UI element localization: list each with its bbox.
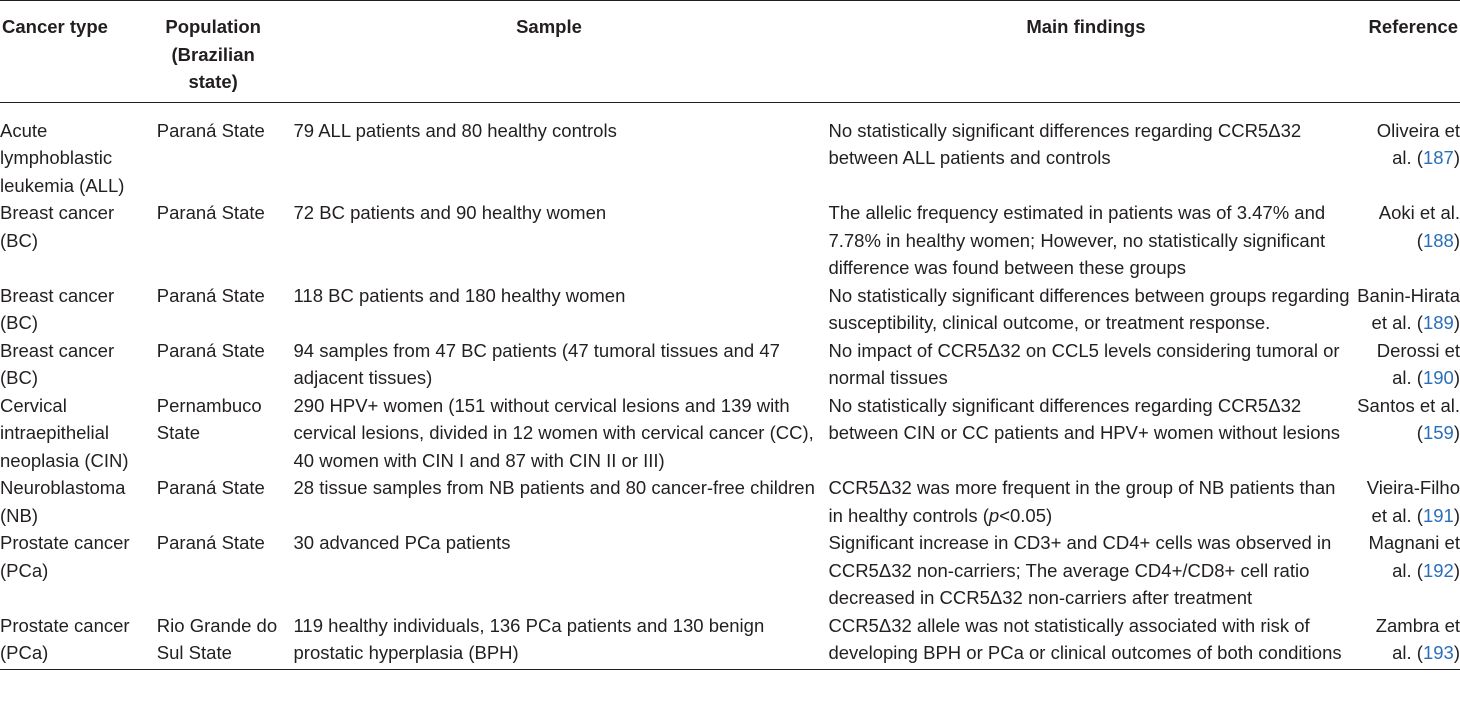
reference-link[interactable]: 193 bbox=[1422, 642, 1454, 663]
p-value-symbol: p bbox=[988, 504, 1000, 526]
cell-cancer-type: Breast cancer (BC) bbox=[0, 284, 115, 333]
table-row bbox=[0, 282, 1460, 337]
header-cancer-type: Cancer type bbox=[0, 1, 147, 103]
header-population: Population (Brazilian state) bbox=[147, 1, 280, 103]
cell-population: Paraná State bbox=[156, 284, 265, 306]
findings-text: CCR5Δ32 was more frequent in the group of NB patients than in healthy controls ( bbox=[828, 477, 1336, 526]
header-sample: Sample bbox=[280, 1, 819, 103]
cell-cancer-type: Prostate cancer (PCa) bbox=[0, 614, 130, 663]
cell-sample: 94 samples from 47 BC patients (47 tumoral tissues and 47 adjacent tissues) bbox=[293, 339, 780, 388]
cell-sample: 30 advanced PCa patients bbox=[293, 532, 511, 553]
cell-population: Paraná State bbox=[156, 477, 265, 498]
reference-link[interactable]: 188 bbox=[1422, 229, 1454, 251]
cell-population: Paraná State bbox=[156, 119, 265, 141]
cell-reference bbox=[1353, 474, 1460, 529]
cell-findings: No statistically significant differences between groups regarding susceptibility, clinical outcome, or treatment response. bbox=[828, 284, 1350, 333]
header-reference: Reference bbox=[1353, 1, 1460, 103]
table-row bbox=[0, 337, 1460, 392]
cell-cancer-type: Breast cancer (BC) bbox=[0, 339, 115, 388]
reference-text: Oliveira et al. ( bbox=[1376, 119, 1460, 168]
reference-close: ) bbox=[1453, 504, 1460, 526]
header-main-findings: Main findings bbox=[818, 1, 1353, 103]
reference-text: Aoki et al. ( bbox=[1378, 202, 1460, 251]
reference-link[interactable]: 190 bbox=[1422, 367, 1454, 388]
cell-findings: No impact of CCR5Δ32 on CCL5 levels considering tumoral or normal tissues bbox=[828, 339, 1340, 388]
cell-population: Rio Grande do Sul State bbox=[156, 614, 278, 663]
reference-close: ) bbox=[1453, 367, 1460, 388]
cell-reference bbox=[1353, 102, 1460, 199]
reference-close: ) bbox=[1453, 147, 1460, 168]
reference-link[interactable]: 187 bbox=[1422, 147, 1454, 168]
cell-population: Paraná State bbox=[156, 339, 265, 361]
cell-findings: Significant increase in CD3+ and CD4+ cells was observed in CCR5Δ32 non-carriers; The average CD4+/CD8+ cell ratio decreased in CCR5Δ32 non-carriers after treatment bbox=[828, 532, 1332, 608]
reference-close: ) bbox=[1453, 229, 1460, 251]
cell-findings bbox=[818, 474, 1353, 529]
cell-sample: 79 ALL patients and 80 healthy controls bbox=[293, 119, 617, 141]
reference-text: Derossi et al. ( bbox=[1376, 339, 1460, 388]
cell-cancer-type: Prostate cancer (PCa) bbox=[0, 532, 130, 581]
cell-population: Pernambuco State bbox=[156, 394, 262, 443]
table-row bbox=[0, 392, 1460, 475]
cell-population: Paraná State bbox=[156, 532, 265, 553]
cell-findings: The allelic frequency estimated in patients was of 3.47% and 7.78% in healthy women; However, no statistically significant difference was found between these groups bbox=[828, 202, 1326, 278]
cell-findings: CCR5Δ32 allele was not statistically associated with risk of developing BPH or PCa or clinical outcomes of both conditions bbox=[828, 614, 1342, 663]
cell-reference bbox=[1353, 612, 1460, 670]
table-row bbox=[0, 474, 1460, 529]
cell-reference bbox=[1353, 529, 1460, 612]
cell-sample: 118 BC patients and 180 healthy women bbox=[293, 284, 626, 306]
table-row bbox=[0, 612, 1460, 670]
reference-text: Magnani et al. ( bbox=[1368, 532, 1460, 581]
reference-link[interactable]: 192 bbox=[1422, 559, 1454, 581]
cell-reference bbox=[1353, 337, 1460, 392]
reference-close: ) bbox=[1453, 559, 1460, 581]
reference-text: Santos et al. ( bbox=[1357, 394, 1460, 443]
cell-cancer-type: Acute lymphoblastic leukemia (ALL) bbox=[0, 119, 125, 196]
cell-sample: 290 HPV+ women (151 without cervical lesions and 139 with cervical lesions, divided in 12 women with cervical cancer (CC), 40 women with CIN I and 87 with CIN II or III) bbox=[293, 394, 814, 471]
table-row bbox=[0, 102, 1460, 199]
cell-cancer-type: Cervical intraepithelial neoplasia (CIN) bbox=[0, 394, 129, 471]
cell-findings: No statistically significant differences regarding CCR5Δ32 between ALL patients and controls bbox=[828, 119, 1302, 168]
cell-reference bbox=[1353, 282, 1460, 337]
cell-reference bbox=[1353, 199, 1460, 282]
reference-text: Zambra et al. ( bbox=[1375, 614, 1460, 663]
cell-reference bbox=[1353, 392, 1460, 475]
reference-text: Vieira-Filho et al. ( bbox=[1366, 477, 1460, 526]
cell-sample: 28 tissue samples from NB patients and 80 cancer-free children bbox=[293, 477, 815, 498]
cell-cancer-type: Neuroblastoma (NB) bbox=[0, 477, 126, 526]
reference-link[interactable]: 191 bbox=[1422, 504, 1454, 526]
findings-text-end: <0.05) bbox=[999, 504, 1053, 526]
cell-sample: 119 healthy individuals, 136 PCa patients and 130 benign prostatic hyperplasia (BPH) bbox=[293, 614, 765, 663]
cell-findings: No statistically significant differences regarding CCR5Δ32 between CIN or CC patients and HPV+ women without lesions bbox=[828, 394, 1341, 443]
header-row bbox=[0, 1, 1460, 103]
reference-text: Banin-Hirata et al. ( bbox=[1357, 284, 1460, 333]
reference-close: ) bbox=[1453, 312, 1460, 333]
reference-link[interactable]: 159 bbox=[1422, 422, 1454, 443]
cell-cancer-type: Breast cancer (BC) bbox=[0, 202, 115, 251]
table-row bbox=[0, 199, 1460, 282]
reference-close: ) bbox=[1453, 642, 1460, 663]
reference-link[interactable]: 189 bbox=[1422, 312, 1454, 333]
reference-close: ) bbox=[1453, 422, 1460, 443]
cell-population: Paraná State bbox=[156, 202, 265, 223]
cell-sample: 72 BC patients and 90 healthy women bbox=[293, 202, 607, 223]
table-row bbox=[0, 529, 1460, 612]
